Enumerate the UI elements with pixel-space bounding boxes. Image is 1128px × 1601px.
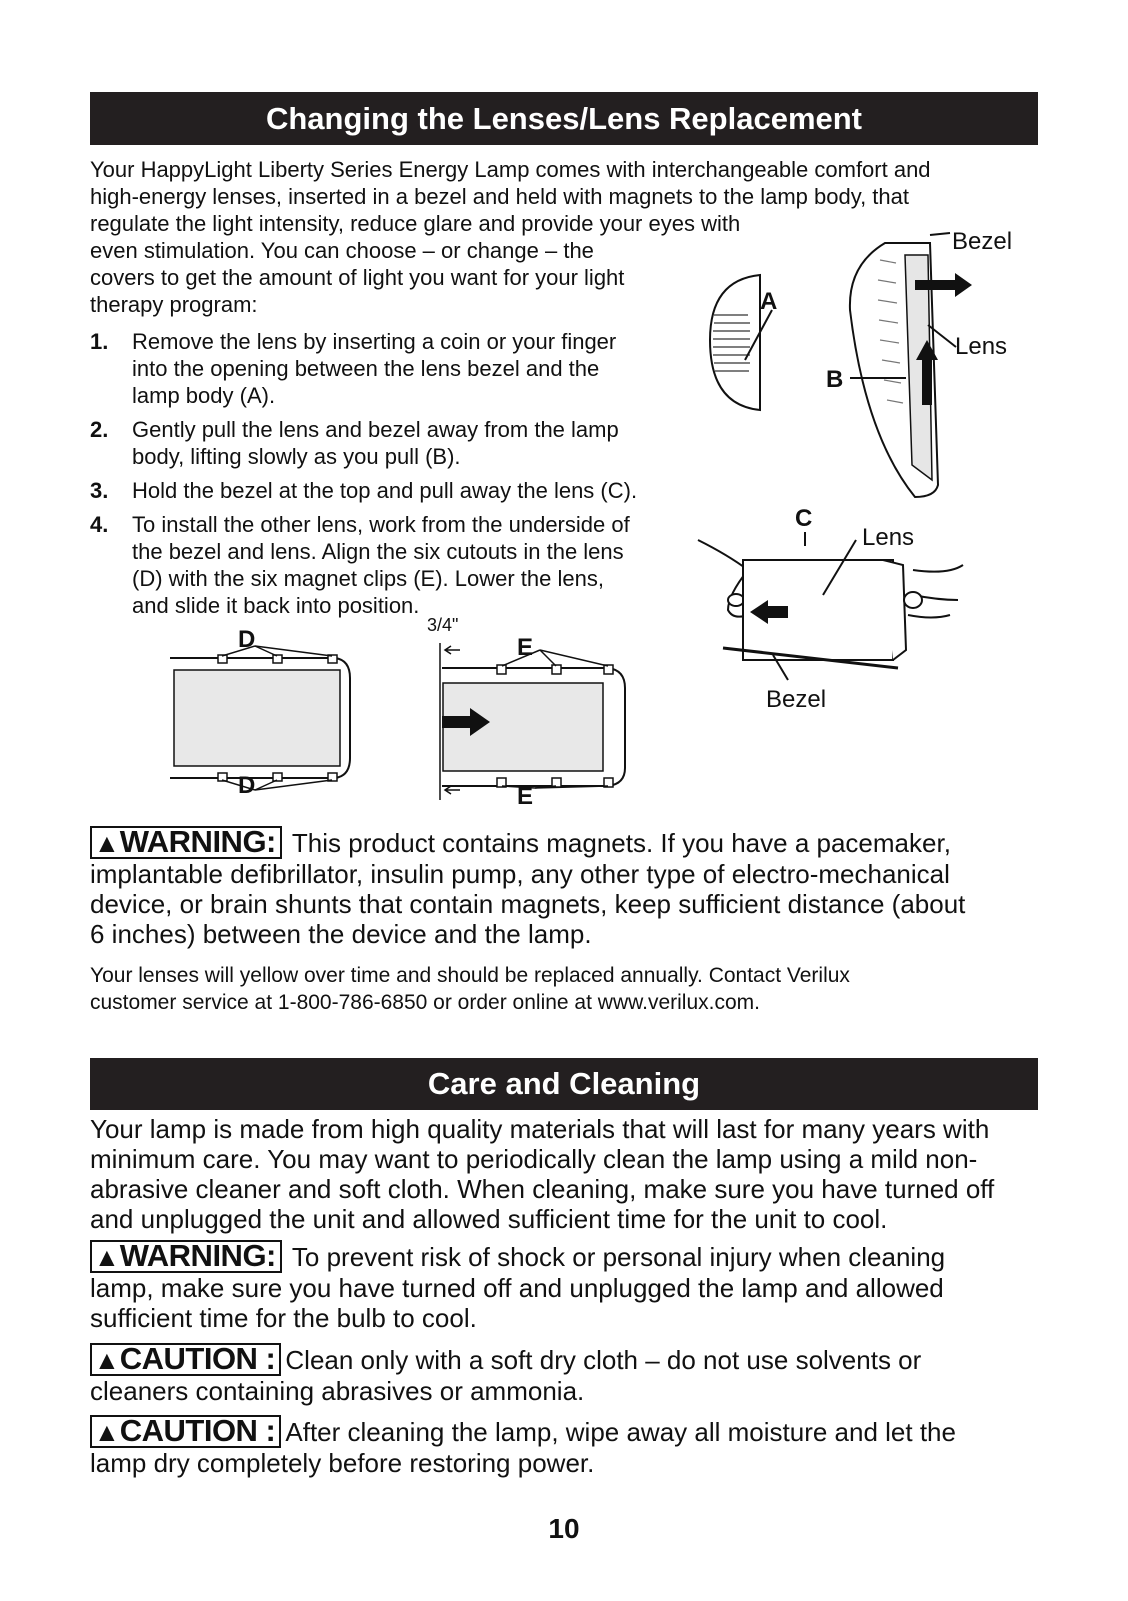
caution-line: [90, 1343, 1038, 1376]
intro-line: therapy program:: [90, 292, 258, 317]
note-line: Your lenses will yellow over time and should be replaced annually. Contact Verilux: [90, 964, 850, 987]
label-d-top: D: [238, 626, 256, 653]
warning-line: [90, 826, 1038, 859]
leader-line-bezel: [930, 233, 950, 235]
warning-triangle-icon: ▲: [94, 1345, 120, 1375]
intro-line: regulate the light intensity, reduce glare and provide your eyes with: [90, 211, 741, 236]
warning-line: 6 inches) between the device and the lamp.: [90, 919, 592, 949]
label-e-top: E: [517, 634, 534, 661]
warning-line: device, or brain shunts that contain magnets, keep sufficient distance (about: [90, 889, 966, 919]
caution-moisture: [90, 1415, 1038, 1478]
intro-line: covers to get the amount of light you want for your light: [90, 265, 625, 290]
lamp-removal-illustration: [700, 235, 1040, 515]
section-header-care-cleaning: Care and Cleaning: [90, 1058, 1038, 1110]
caution-label: CAUTION :: [119, 1413, 276, 1448]
step-item: [90, 328, 700, 409]
warning-triangle-icon: ▲: [94, 1242, 120, 1272]
cutouts-clips-illustration: [160, 628, 640, 808]
step-number: 4.: [90, 512, 109, 537]
label-a: A: [760, 288, 778, 315]
caution-line: lamp dry completely before restoring power.: [90, 1448, 595, 1478]
warning-triangle-icon: ▲: [94, 1417, 120, 1447]
step-item: [90, 416, 700, 470]
label-c: C: [795, 505, 813, 532]
step-line: (D) with the six magnet clips (E). Lower the lens,: [132, 566, 604, 591]
step-number: 3.: [90, 478, 109, 503]
care-line: Your lamp is made from high quality materials that will last for many years with: [90, 1114, 990, 1144]
step-line: and slide it back into position.: [132, 593, 420, 618]
caution-line: [90, 1415, 1038, 1448]
hands-bezel-illustration: [688, 520, 988, 700]
label-bezel-top: Bezel: [952, 228, 1013, 255]
step-line: Hold the bezel at the top and pull away the lens (C).: [132, 478, 638, 503]
warning-label: WARNING:: [119, 1238, 276, 1273]
care-line: abrasive cleaner and soft cloth. When cleaning, make sure you have turned off: [90, 1174, 995, 1204]
intro-line: high-energy lenses, inserted in a bezel and held with magnets to the lamp body, that: [90, 184, 909, 209]
warning-label: WARNING:: [119, 824, 276, 859]
warning-text: This product contains magnets. If you have a pacemaker,: [291, 828, 951, 858]
step-item: [90, 511, 700, 619]
lens-d-window: [174, 670, 340, 766]
caution-badge: [90, 1415, 281, 1448]
step-line: into the opening between the lens bezel and the: [132, 356, 600, 381]
note-line: customer service at 1-800-786-6850 or order online at www.verilux.com.: [90, 991, 760, 1014]
caution-line: cleaners containing abrasives or ammonia.: [90, 1376, 585, 1406]
caution-text: After cleaning the lamp, wipe away all moisture and let the: [285, 1417, 956, 1447]
label-lens-mid: Lens: [862, 524, 915, 551]
replacement-note: [90, 962, 1038, 1016]
page-number: 10: [548, 1513, 580, 1544]
step-line: Gently pull the lens and bezel away from the lamp: [132, 417, 619, 442]
caution-solvents: [90, 1343, 1038, 1406]
step-item: [90, 477, 700, 504]
step-line: body, lifting slowly as you pull (B).: [132, 444, 461, 469]
warning-line: implantable defibrillator, insulin pump, any other type of electro-mechanical: [90, 859, 950, 889]
label-d-bottom: D: [238, 772, 256, 799]
warning-triangle-icon: ▲: [94, 828, 120, 858]
instruction-steps: [90, 328, 700, 626]
care-paragraph: [90, 1114, 1038, 1234]
warning-line: [90, 1240, 1038, 1273]
step-line: lamp body (A).: [132, 383, 276, 408]
care-line: minimum care. You may want to periodically clean the lamp using a mild non-: [90, 1144, 978, 1174]
lamp-body-shape: [710, 275, 760, 410]
section-header-lens-replacement: Changing the Lenses/Lens Replacement: [90, 92, 1038, 145]
caution-label: CAUTION :: [119, 1341, 276, 1376]
label-b: B: [826, 366, 844, 393]
warning-line: lamp, make sure you have turned off and unplugged the lamp and allowed: [90, 1273, 944, 1303]
caution-text: Clean only with a soft dry cloth – do not use solvents or: [285, 1345, 922, 1375]
cleaning-warning: [90, 1240, 1038, 1333]
caution-badge: [90, 1343, 281, 1376]
label-lens-top: Lens: [955, 333, 1008, 360]
warning-text: To prevent risk of shock or personal injury when cleaning: [291, 1242, 946, 1272]
step-line: the bezel and lens. Align the six cutouts in the lens: [132, 539, 624, 564]
warning-line: sufficient time for the bulb to cool.: [90, 1303, 477, 1333]
care-line: and unplugged the unit and allowed sufficient time for the unit to cool.: [90, 1204, 888, 1234]
label-e-bottom: E: [517, 783, 534, 810]
magnet-warning: [90, 826, 1038, 949]
label-measure: 3/4": [427, 615, 459, 635]
step-line: Remove the lens by inserting a coin or your finger: [132, 329, 617, 354]
label-bezel-mid: Bezel: [766, 686, 827, 713]
intro-line: Your HappyLight Liberty Series Energy Lamp comes with interchangeable comfort and: [90, 157, 931, 182]
step-number: 2.: [90, 417, 109, 442]
warning-badge: [90, 1240, 282, 1273]
right-hand-icon: [908, 565, 963, 618]
measure-arrow-bottom: [445, 786, 460, 794]
warning-badge: [90, 826, 282, 859]
measure-arrow-top: [445, 646, 460, 654]
step-line: To install the other lens, work from the underside of: [132, 512, 630, 537]
intro-line: even stimulation. You can choose – or change – the: [90, 238, 594, 263]
step-number: 1.: [90, 329, 109, 354]
